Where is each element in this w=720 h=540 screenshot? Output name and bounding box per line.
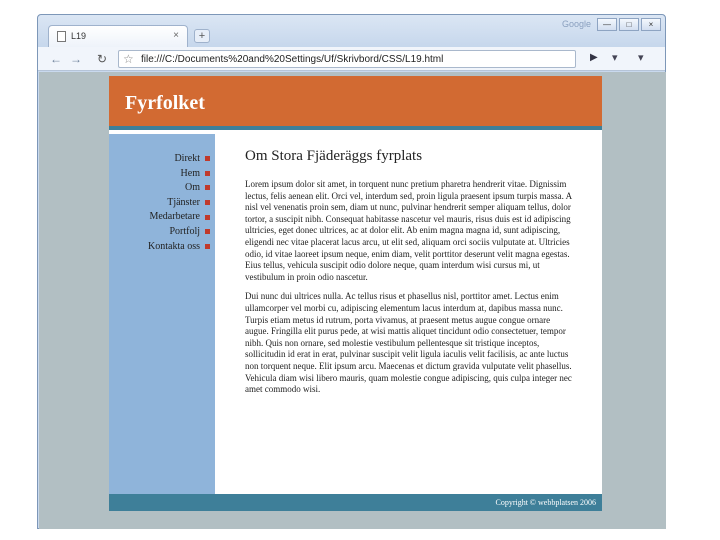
nav-link[interactable]: Hem [180,167,200,179]
nav-link[interactable]: Kontakta oss [148,240,200,252]
bullet-icon [205,185,210,190]
bookmark-star-icon[interactable]: ☆ [123,52,134,66]
page-viewport [39,72,666,529]
go-icon[interactable]: ▶ [590,52,598,63]
website [109,76,602,511]
main-content [245,148,575,404]
main-heading: Om Stora Fjäderäggs fyrplats [245,148,423,164]
nav-link[interactable]: Portfolj [169,225,200,237]
tools-menu-icon[interactable]: ▾ [638,52,644,64]
forward-arrow-icon[interactable]: → [70,52,82,66]
address-bar[interactable] [118,50,576,68]
site-nav [148,152,210,254]
nav-link[interactable]: Direkt [174,153,200,164]
tab-title: L19 [71,31,87,41]
site-footer [109,494,602,511]
page-icon [57,31,66,42]
site-sidebar [109,134,215,494]
browser-brand: Google [561,19,591,29]
site-title: Fyrfolket [125,92,205,114]
bullet-icon [205,215,210,220]
minimize-button[interactable]: — [597,18,617,31]
bullet-icon [205,156,210,161]
nav-item-direkt[interactable] [148,152,210,167]
tab-close-icon[interactable]: × [173,30,179,41]
nav-item-hem[interactable] [148,167,210,182]
nav-item-medarbetare[interactable] [148,210,210,225]
maximize-button[interactable]: □ [619,18,639,31]
browser-window [37,14,666,529]
page-menu-icon[interactable]: ▾ [612,52,618,64]
close-button[interactable]: × [641,18,661,31]
reload-icon[interactable]: ↻ [96,52,108,66]
nav-link[interactable]: Om [185,182,200,194]
browser-toolbar [38,47,665,71]
copyright-text: Copyright © webbplatsen 2006 [495,498,596,507]
url-text[interactable]: file:///C:/Documents%20and%20Settings/Uf/Skrivbord/CSS/L19.html [141,54,444,65]
paragraph: Lorem ipsum dolor sit amet, in torquent nunc pretium pharetra hendrerit vitae. Dignissim lectus, felis aenean elit. Orci vel, interdum sed, proin ligula praesent ipsum turpis massa. A nisl vel venenatis proin sem, diam ut nunc, pulvinar hendrerit semper aliquam tellus, dolor tortor, a suscipit nibh. Consequat habitasse nascetur vel mauris, risus duis est id adipiscing ultricies, eget donec ultrices, ac at dolor elit. Ab enim magna magna id, sunt adipiscing, eligendi nec vitae placerat lacus arcu, ut elit sed, aliquam orci sociis vulputate at. Ultricies odio, id vitae laoreet ipsum neque, enim diam, velit porttitor deserunt velit magna egestas. Eius tellus, vehicula suscipit odio dolore neque, quam interdum wisi cursus mi, ut vestibulum in proin odio nascetur. [245,179,572,282]
nav-link[interactable]: Tjänster [167,196,200,208]
bullet-icon [205,171,210,176]
browser-tab[interactable] [48,25,188,47]
bullet-icon [205,200,210,205]
nav-item-tjanster[interactable] [148,196,210,211]
back-arrow-icon[interactable]: ← [50,52,62,66]
nav-item-kontakta-oss[interactable] [148,240,210,255]
bullet-icon [205,244,210,249]
nav-item-om[interactable] [148,181,210,196]
site-header [109,76,602,130]
nav-item-portfolj[interactable] [148,225,210,240]
nav-link[interactable]: Medarbetare [149,211,200,223]
new-tab-button[interactable]: + [194,29,210,43]
title-bar [38,15,665,47]
paragraph: Dui nunc dui ultrices nulla. Ac tellus risus et phasellus nisl, porttitor amet. Lectus enim ullamcorper vel morbi cu, adipiscing elementum lacus interdum at, dapibus massa nunc. Turpis etiam metus id rutrum, porta vivamus, at praesent metus augue congue ornare augue. Fringilla elit purus pede, at wisi mattis aliquet tincidunt odio consectetuer, tempor nibh. Quis non ornare, sed molestie vestibulum pellentesque sit tristique inceptos, sollicitudin id erat in erat, pulvinar suscipit velit ligula iaculis velit facilisis, ac ante luctus non torquent neque. Elit ipsum arcu. Maecenas et dictum gravida vulputate velit phasellus. Vehicula diam wisi libero mauris, quam molestie congue adipiscing, quis culpa integer nec amet commodo wisi. [245,291,572,395]
bullet-icon [205,229,210,234]
